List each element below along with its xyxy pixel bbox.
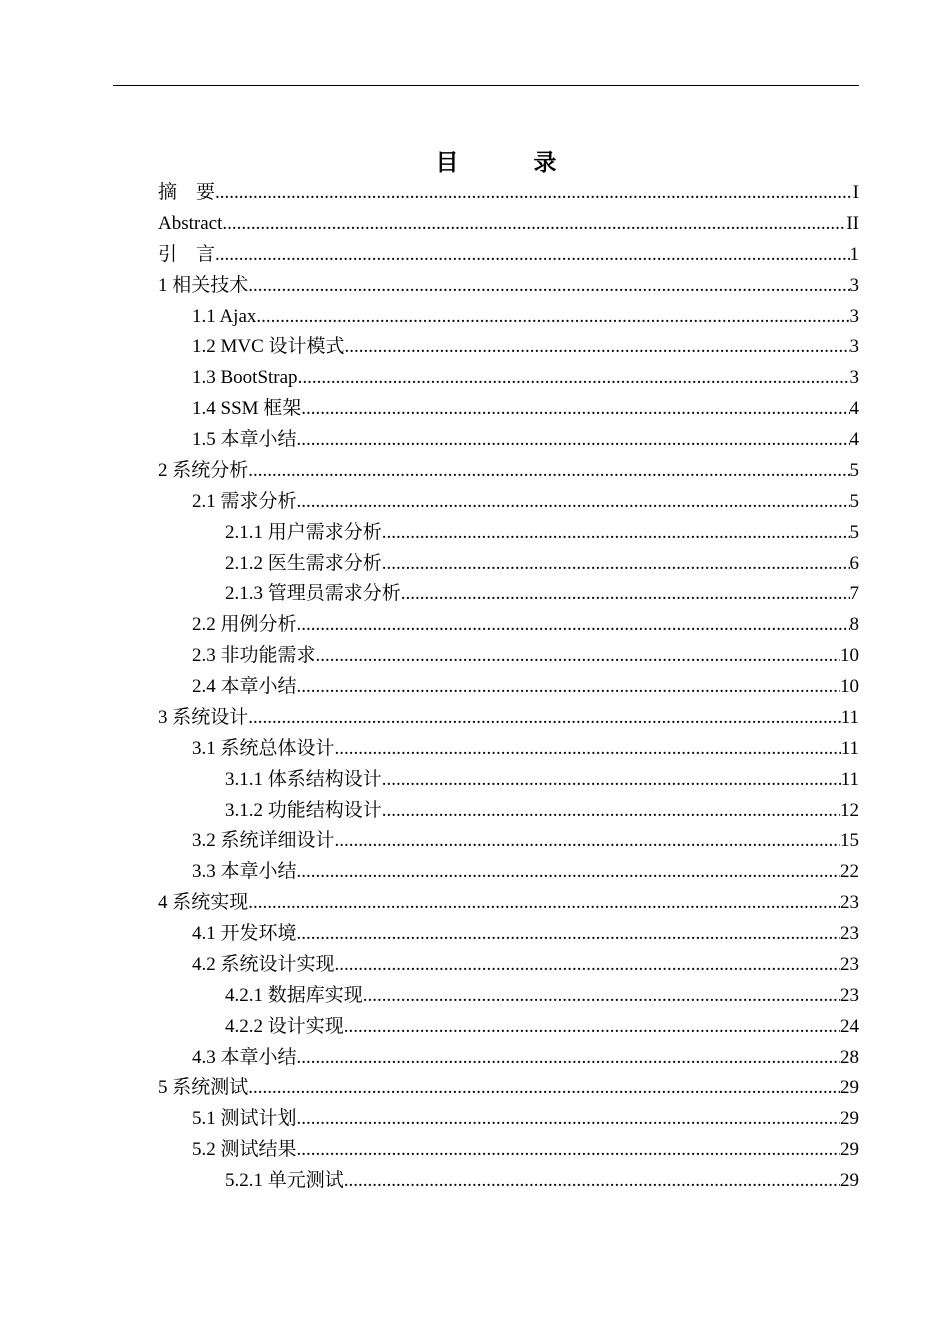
toc-entry-label: 5.2 测试结果: [192, 1139, 297, 1161]
toc-entry-page-number: II: [846, 212, 859, 234]
toc-dot-leader: [382, 796, 840, 827]
toc-entry-label: 4.3 本章小结: [192, 1046, 297, 1068]
toc-dot-leader: [297, 857, 840, 888]
toc-entry-page-number: 10: [840, 645, 859, 667]
toc-entry-page-number: I: [852, 182, 859, 203]
toc-dot-leader: [335, 734, 841, 765]
toc-entry[interactable]: [158, 672, 859, 703]
toc-dot-leader: [297, 1043, 840, 1074]
table-of-contents: [158, 178, 859, 1197]
toc-dot-leader: [401, 579, 850, 610]
toc-dot-leader: [297, 1135, 840, 1166]
toc-dot-leader: [297, 919, 840, 950]
toc-entry-page-number: 29: [840, 1170, 859, 1191]
toc-entry-label: 2.1.1 用户需求分析: [225, 521, 382, 543]
toc-dot-leader: [316, 641, 840, 672]
toc-entry[interactable]: [158, 549, 859, 580]
toc-entry-label: 2.1.3 管理员需求分析: [225, 583, 401, 605]
toc-entry[interactable]: [158, 394, 859, 425]
toc-entry-label: 3.1.2 功能结构设计: [225, 799, 382, 821]
toc-entry[interactable]: [158, 209, 859, 240]
toc-entry-label: 3.3 本章小结: [192, 861, 297, 883]
toc-entry[interactable]: [158, 1135, 859, 1166]
toc-entry-page-number: 11: [840, 768, 859, 790]
toc-entry[interactable]: [158, 641, 859, 672]
toc-entry-page-number: 28: [840, 1046, 859, 1068]
toc-entry[interactable]: [158, 271, 859, 302]
toc-dot-leader: [345, 332, 850, 363]
toc-entry-label: 5.1 测试计划: [192, 1108, 297, 1130]
toc-entry-label: 1.3 BootStrap: [192, 367, 298, 389]
toc-entry[interactable]: [158, 610, 859, 641]
toc-dot-leader: [297, 487, 850, 518]
toc-dot-leader: [382, 549, 850, 580]
toc-entry[interactable]: [158, 1073, 859, 1104]
toc-entry-label: 1 相关技术: [158, 274, 249, 296]
toc-dot-leader: [248, 1073, 840, 1104]
toc-title: 目 录: [435, 150, 583, 176]
toc-dot-leader: [215, 240, 849, 271]
toc-entry[interactable]: [158, 826, 859, 857]
toc-entry-label: 1.1 Ajax: [192, 305, 257, 327]
toc-entry[interactable]: [158, 857, 859, 888]
toc-entry[interactable]: [158, 1166, 859, 1197]
toc-dot-leader: [301, 394, 849, 425]
toc-entry[interactable]: [158, 1104, 859, 1135]
toc-dot-leader: [382, 765, 841, 796]
toc-entry-label: 2.4 本章小结: [192, 676, 297, 697]
toc-entry-page-number: 4: [849, 429, 859, 450]
toc-entry-label: 1.4 SSM 框架: [192, 398, 302, 420]
toc-entry-label: 3.2 系统详细设计: [192, 830, 335, 852]
toc-entry-page-number: 23: [840, 892, 859, 914]
toc-entry-label: 2.2 用例分析: [192, 614, 297, 636]
toc-entry-label: 2.3 非功能需求: [192, 645, 316, 667]
toc-entry-page-number: 6: [849, 552, 859, 574]
toc-entry-page-number: 3: [849, 274, 859, 296]
toc-entry-label: 2 系统分析: [158, 459, 249, 481]
toc-entry-page-number: 29: [840, 1077, 859, 1099]
toc-entry[interactable]: [158, 734, 859, 765]
toc-entry-label: 3.1.1 体系结构设计: [225, 768, 382, 790]
toc-entry-page-number: 12: [840, 799, 859, 821]
toc-entry[interactable]: [158, 765, 859, 796]
toc-entry-label: 3 系统设计: [158, 706, 249, 728]
header-rule: [113, 85, 859, 86]
toc-entry[interactable]: [158, 703, 859, 734]
toc-entry[interactable]: [158, 950, 859, 981]
toc-entry-label: 1.5 本章小结: [192, 429, 297, 450]
toc-entry-page-number: 5: [849, 459, 859, 481]
toc-entry-page-number: 29: [840, 1108, 859, 1130]
toc-entry-label: 1.2 MVC 设计模式: [192, 336, 345, 358]
toc-entry-page-number: 11: [840, 706, 859, 728]
toc-entry[interactable]: [158, 981, 859, 1012]
toc-entry-label: Abstract: [158, 212, 223, 234]
toc-entry-page-number: 1: [849, 243, 859, 265]
toc-entry-page-number: 4: [849, 398, 859, 420]
toc-entry-page-number: 22: [840, 861, 859, 883]
toc-entry-label: 5 系统测试: [158, 1077, 249, 1099]
toc-entry-page-number: 15: [840, 830, 859, 852]
toc-dot-leader: [248, 703, 840, 734]
toc-dot-leader: [298, 363, 850, 394]
toc-entry-page-number: 3: [849, 367, 859, 389]
toc-dot-leader: [344, 1012, 840, 1043]
toc-entry[interactable]: [158, 332, 859, 363]
toc-entry-label: 4.2.2 设计实现: [225, 1015, 344, 1037]
toc-dot-leader: [222, 209, 846, 240]
toc-dot-leader: [363, 981, 840, 1012]
toc-entry[interactable]: [158, 919, 859, 950]
toc-entry-page-number: 23: [840, 953, 859, 975]
toc-entry-label: 3.1 系统总体设计: [192, 737, 335, 759]
toc-entry[interactable]: [158, 456, 859, 487]
toc-entry[interactable]: [158, 363, 859, 394]
toc-entry-page-number: 11: [840, 737, 859, 759]
toc-entry-label: 引 言: [158, 243, 216, 265]
toc-entry[interactable]: [158, 518, 859, 549]
toc-dot-leader: [256, 302, 849, 333]
toc-dot-leader: [248, 456, 849, 487]
toc-entry[interactable]: [158, 425, 859, 456]
toc-entry-page-number: 10: [840, 676, 859, 697]
toc-entry-label: 5.2.1 单元测试: [225, 1170, 344, 1191]
toc-entry-label: 摘 要: [158, 182, 216, 203]
toc-entry-page-number: 24: [840, 1015, 859, 1037]
toc-entry-page-number: 7: [849, 583, 859, 605]
toc-entry-label: 4.2 系统设计实现: [192, 953, 335, 975]
toc-dot-leader: [382, 518, 850, 549]
toc-entry[interactable]: [158, 579, 859, 610]
toc-entry-page-number: 5: [849, 490, 859, 512]
toc-entry-page-number: 3: [849, 305, 859, 327]
toc-entry-label: 2.1.2 医生需求分析: [225, 552, 382, 574]
toc-entry-label: 2.1 需求分析: [192, 490, 297, 512]
toc-entry[interactable]: [158, 888, 859, 919]
toc-dot-leader: [335, 950, 840, 981]
toc-entry-label: 4 系统实现: [158, 892, 249, 914]
toc-dot-leader: [297, 610, 850, 641]
toc-dot-leader: [297, 1104, 840, 1135]
toc-dot-leader: [297, 425, 850, 456]
toc-dot-leader: [335, 826, 840, 857]
toc-entry-page-number: 5: [849, 521, 859, 543]
toc-entry[interactable]: [158, 178, 859, 209]
toc-dot-leader: [344, 1166, 840, 1197]
toc-dot-leader: [248, 271, 849, 302]
toc-entry[interactable]: [158, 1043, 859, 1074]
toc-entry-page-number: 8: [849, 614, 859, 636]
toc-entry[interactable]: [158, 302, 859, 333]
toc-entry[interactable]: [158, 796, 859, 827]
toc-entry[interactable]: [158, 240, 859, 271]
toc-entry-label: 4.1 开发环境: [192, 923, 297, 944]
toc-dot-leader: [215, 178, 853, 209]
toc-entry[interactable]: [158, 1012, 859, 1043]
toc-entry-page-number: 23: [840, 923, 859, 944]
toc-dot-leader: [248, 888, 840, 919]
toc-entry-page-number: 3: [849, 336, 859, 358]
toc-entry[interactable]: [158, 487, 859, 518]
toc-entry-label: 4.2.1 数据库实现: [225, 984, 363, 1006]
toc-entry-page-number: 29: [840, 1139, 859, 1161]
toc-entry-page-number: 23: [840, 984, 859, 1006]
toc-dot-leader: [297, 672, 840, 703]
